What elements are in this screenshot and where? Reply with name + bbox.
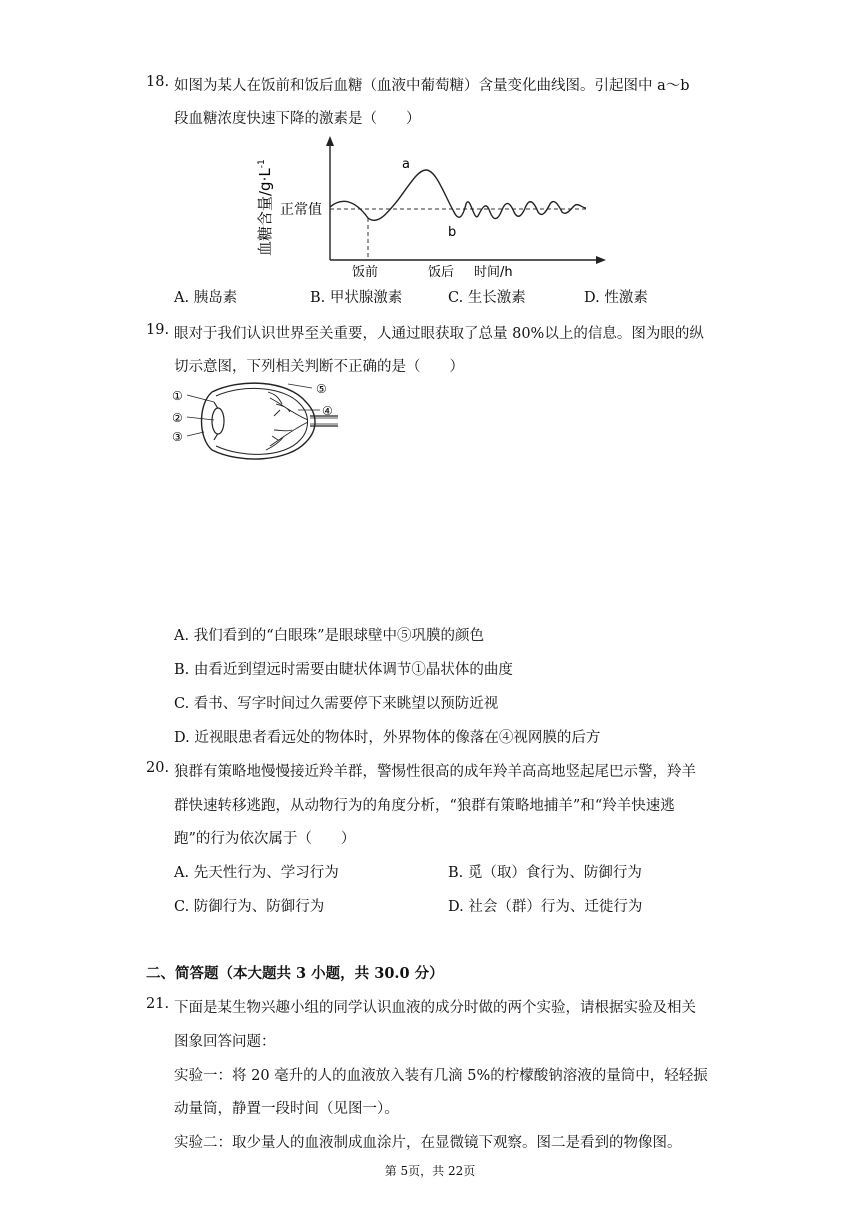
question-21-line-4: 动量筒，静置一段时间（见图一）。 (174, 1101, 399, 1117)
question-21-line-2: 图象回答问题： (174, 1034, 276, 1050)
chart-x-arrow (596, 256, 606, 264)
eye-label-2-line (187, 417, 214, 420)
eye-diagram (170, 380, 350, 462)
question-18-options (174, 286, 734, 306)
section-2-title: 二、简答题（本大题共 3 小题，共 30.0 分） (146, 965, 444, 982)
chart-point-b: b (448, 225, 457, 240)
q19-option-b: B. 由看近到望远时需要由睫状体调节①晶状体的曲度 (174, 662, 513, 678)
chart-x-after-label: 饭后 (428, 265, 455, 280)
eye-lens (212, 408, 224, 434)
chart-blood-sugar-curve (330, 170, 586, 220)
q18-option-c: C. 生长激素 (448, 290, 526, 306)
question-21-line-1: 下面是某生物兴趣小组的同学认识血液的成分时做的两个实验，请根据实验及相关 (174, 1000, 696, 1016)
eye-sclera (212, 383, 315, 459)
question-20-number: 20. (146, 760, 170, 776)
q19-option-d: D. 近视眼患者看远处的物体时，外界物体的像落在④视网膜的后方 (174, 730, 601, 746)
q20-option-c: C. 防御行为、防御行为 (174, 899, 325, 915)
q18-option-d: D. 性激素 (584, 290, 648, 306)
question-18-line-2: 段血糖浓度快速下降的激素是（ ） (174, 111, 421, 127)
question-20-options-row-1 (174, 861, 734, 881)
question-20-line-1: 狼群有策略地慢慢接近羚羊群，警惕性很高的成年羚羊高高地竖起尾巴示警，羚羊 (174, 764, 696, 780)
question-21-number: 21. (146, 996, 170, 1012)
chart-y-label: 血糖含量$/g\cdot L^{-1}$ (256, 159, 274, 256)
q20-option-d: D. 社会（群）行为、迁徙行为 (448, 899, 643, 915)
question-18-number: 18. (146, 74, 170, 90)
question-20-line-3: 跑”的行为依次属于（ ） (174, 831, 356, 847)
eye-label-1-line (187, 395, 214, 402)
eye-label-3: ③ (172, 430, 183, 444)
question-19-line-1: 眼对于我们认识世界至关重要，人通过眼获取了总量 80%以上的信息。图为眼的纵 (174, 326, 704, 342)
q18-option-a: A. 胰岛素 (174, 290, 238, 306)
question-18-line-1: 如图为某人在饭前和饭后血糖（血液中葡萄糖）含量变化曲线图。引起图中 a～b (174, 78, 690, 94)
q19-option-a: A. 我们看到的“白眼珠”是眼球壁中⑤巩膜的颜色 (174, 628, 485, 644)
eye-label-5: ⑤ (316, 382, 327, 396)
eye-choroid (216, 388, 308, 454)
question-19-line-2: 切示意图，下列相关判断不正确的是（ ） (174, 359, 464, 375)
q20-option-a: A. 先天性行为、学习行为 (174, 865, 339, 881)
eye-label-4: ④ (322, 404, 333, 418)
blood-sugar-chart (250, 132, 620, 282)
chart-normal-label: 正常值 (280, 202, 322, 218)
eye-label-5-line (288, 384, 312, 388)
q18-option-b: B. 甲状腺激素 (310, 290, 403, 306)
page-footer: 第 5页，共 22页 (384, 1164, 476, 1178)
q20-option-b: B. 觅（取）食行为、防御行为 (448, 865, 642, 881)
eye-label-1: ① (172, 389, 183, 403)
eye-label-3-line (187, 432, 204, 436)
q19-option-c: C. 看书、写字时间过久需要停下来眺望以预防近视 (174, 696, 499, 712)
question-19-number: 19. (146, 322, 170, 338)
question-20-line-2: 群快速转移逃跑，从动物行为的角度分析，“狼群有策略地捕羊”和“羚羊快速逃 (174, 798, 675, 814)
eye-blood-vessels (266, 392, 308, 450)
eye-label-2: ② (172, 411, 183, 425)
question-21-line-5: 实验二：取少量人的血液制成血涂片，在显微镜下观察。图二是看到的物像图。 (174, 1135, 682, 1151)
chart-point-a: a (402, 157, 410, 172)
chart-y-arrow (326, 136, 334, 146)
chart-x-before-label: 饭前 (352, 265, 379, 280)
question-21-line-3: 实验一：将 20 毫升的人的血液放入装有几滴 5%的柠檬酸钠溶液的量筒中，轻轻振 (174, 1068, 708, 1084)
chart-x-label: 时间/h (474, 265, 513, 280)
question-20-options-row-2 (174, 895, 734, 915)
